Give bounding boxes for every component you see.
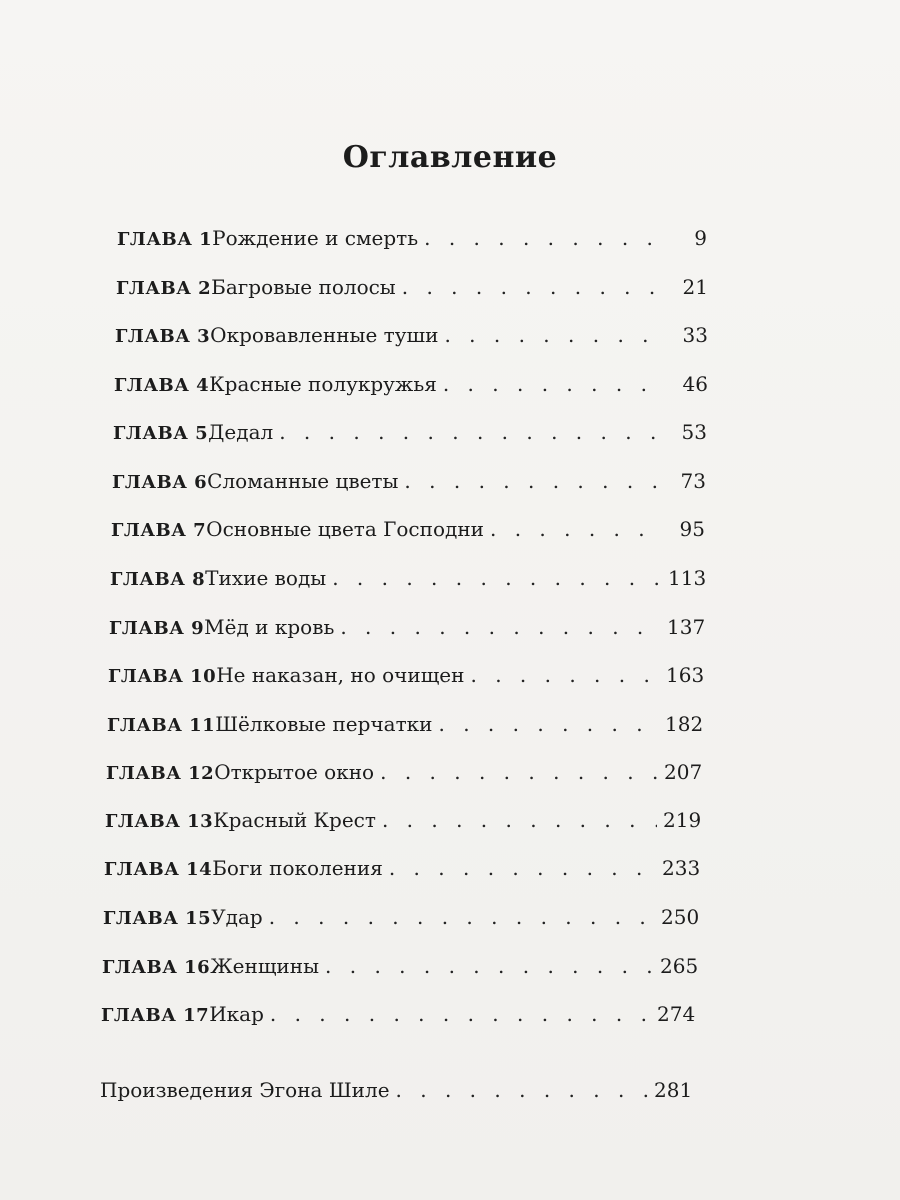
- dot-leader: [439, 712, 660, 736]
- chapter-page: 182: [665, 712, 704, 736]
- chapter-title: Красный Крест: [213, 808, 376, 832]
- chapter-label: ГЛАВА 10: [108, 666, 217, 687]
- toc-entry: [113, 420, 707, 454]
- chapter-label: ГЛАВА 13: [105, 811, 214, 832]
- chapter-label: ГЛАВА 8: [110, 569, 206, 590]
- chapter-title: Удар: [211, 905, 263, 929]
- dot-leader: [380, 760, 658, 784]
- toc-entry: [115, 323, 708, 357]
- dot-leader: [424, 226, 665, 250]
- chapter-title: Шёлковые перчатки: [215, 712, 433, 736]
- dot-leader: [389, 856, 656, 880]
- chapter-page: 21: [682, 275, 708, 299]
- toc-entry: [102, 954, 699, 988]
- chapter-page: 163: [666, 663, 705, 687]
- dot-leader: [269, 905, 655, 929]
- toc-entry: [114, 372, 708, 406]
- toc-entry: [103, 905, 700, 939]
- chapter-label: ГЛАВА 2: [116, 278, 212, 299]
- chapter-title: Сломанные цветы: [207, 469, 399, 493]
- chapter-title: Мёд и кровь: [204, 615, 335, 639]
- chapter-title: Багровые полосы: [211, 275, 396, 299]
- chapter-label: ГЛАВА 3: [115, 326, 211, 347]
- chapter-page: 95: [679, 517, 705, 541]
- dot-leader: [279, 420, 665, 444]
- toc-entry: [109, 615, 706, 649]
- dot-leader: [396, 1078, 648, 1102]
- chapter-title: Рождение и смерть: [212, 226, 419, 250]
- dot-leader: [443, 372, 666, 396]
- chapter-label: ГЛАВА 5: [113, 423, 209, 444]
- chapter-label: ГЛАВА 9: [109, 618, 205, 639]
- toc-entry: [105, 808, 702, 842]
- toc-entry: [106, 760, 703, 794]
- chapter-page: 137: [667, 615, 706, 639]
- works-page: 281: [654, 1078, 693, 1102]
- chapter-label: ГЛАВА 1: [117, 229, 213, 250]
- dot-leader: [490, 517, 663, 541]
- chapter-page: 46: [682, 372, 708, 396]
- chapter-label: ГЛАВА 14: [104, 859, 213, 880]
- chapter-title: Дедал: [208, 420, 274, 444]
- chapter-page: 73: [680, 469, 706, 493]
- chapter-title: Не наказан, но очищен: [216, 663, 465, 687]
- chapter-page: 207: [664, 760, 703, 784]
- toc-entry: [110, 566, 707, 600]
- dot-leader: [332, 566, 662, 590]
- chapter-page: 219: [663, 808, 702, 832]
- dot-leader: [340, 615, 661, 639]
- chapter-label: ГЛАВА 4: [114, 375, 210, 396]
- works-title: Произведения Эгона Шиле: [100, 1078, 390, 1102]
- chapter-title: Икар: [209, 1002, 264, 1026]
- chapter-page: 274: [657, 1002, 696, 1026]
- chapter-label: ГЛАВА 16: [102, 957, 211, 978]
- toc-entry-works: [100, 1078, 693, 1112]
- chapter-title: Основные цвета Господни: [206, 517, 484, 541]
- chapter-title: Боги поколения: [212, 856, 383, 880]
- dot-leader: [444, 323, 666, 347]
- chapter-label: ГЛАВА 11: [107, 715, 216, 736]
- toc-entry: [112, 469, 706, 503]
- chapter-page: 233: [662, 856, 701, 880]
- chapter-label: ГЛАВА 6: [112, 472, 208, 493]
- toc-entry: [111, 517, 705, 551]
- chapter-label: ГЛАВА 17: [101, 1005, 210, 1026]
- toc-entry: [104, 856, 701, 890]
- toc-entry: [108, 663, 705, 697]
- page-title: Оглавление: [342, 140, 558, 175]
- chapter-page: 33: [682, 323, 708, 347]
- dot-leader: [470, 663, 660, 687]
- chapter-title: Тихие воды: [205, 566, 327, 590]
- toc-entry: [101, 1002, 696, 1036]
- chapter-title: Открытое окно: [214, 760, 375, 784]
- chapter-title: Окровавленные туши: [210, 323, 439, 347]
- chapter-page: 53: [681, 420, 707, 444]
- dot-leader: [325, 954, 654, 978]
- chapter-label: ГЛАВА 12: [106, 763, 215, 784]
- chapter-page: 113: [668, 566, 707, 590]
- toc-entry: [117, 226, 707, 260]
- toc-entry: [107, 712, 704, 746]
- chapter-title: Красные полукружья: [209, 372, 437, 396]
- chapter-page: 9: [694, 226, 707, 250]
- toc-entry: [116, 275, 708, 309]
- chapter-page: 250: [661, 905, 700, 929]
- chapter-title: Женщины: [210, 954, 320, 978]
- dot-leader: [402, 275, 666, 299]
- dot-leader: [404, 469, 664, 493]
- chapter-page: 265: [660, 954, 699, 978]
- dot-leader: [382, 808, 657, 832]
- dot-leader: [270, 1002, 651, 1026]
- chapter-label: ГЛАВА 15: [103, 908, 212, 929]
- chapter-label: ГЛАВА 7: [111, 520, 207, 541]
